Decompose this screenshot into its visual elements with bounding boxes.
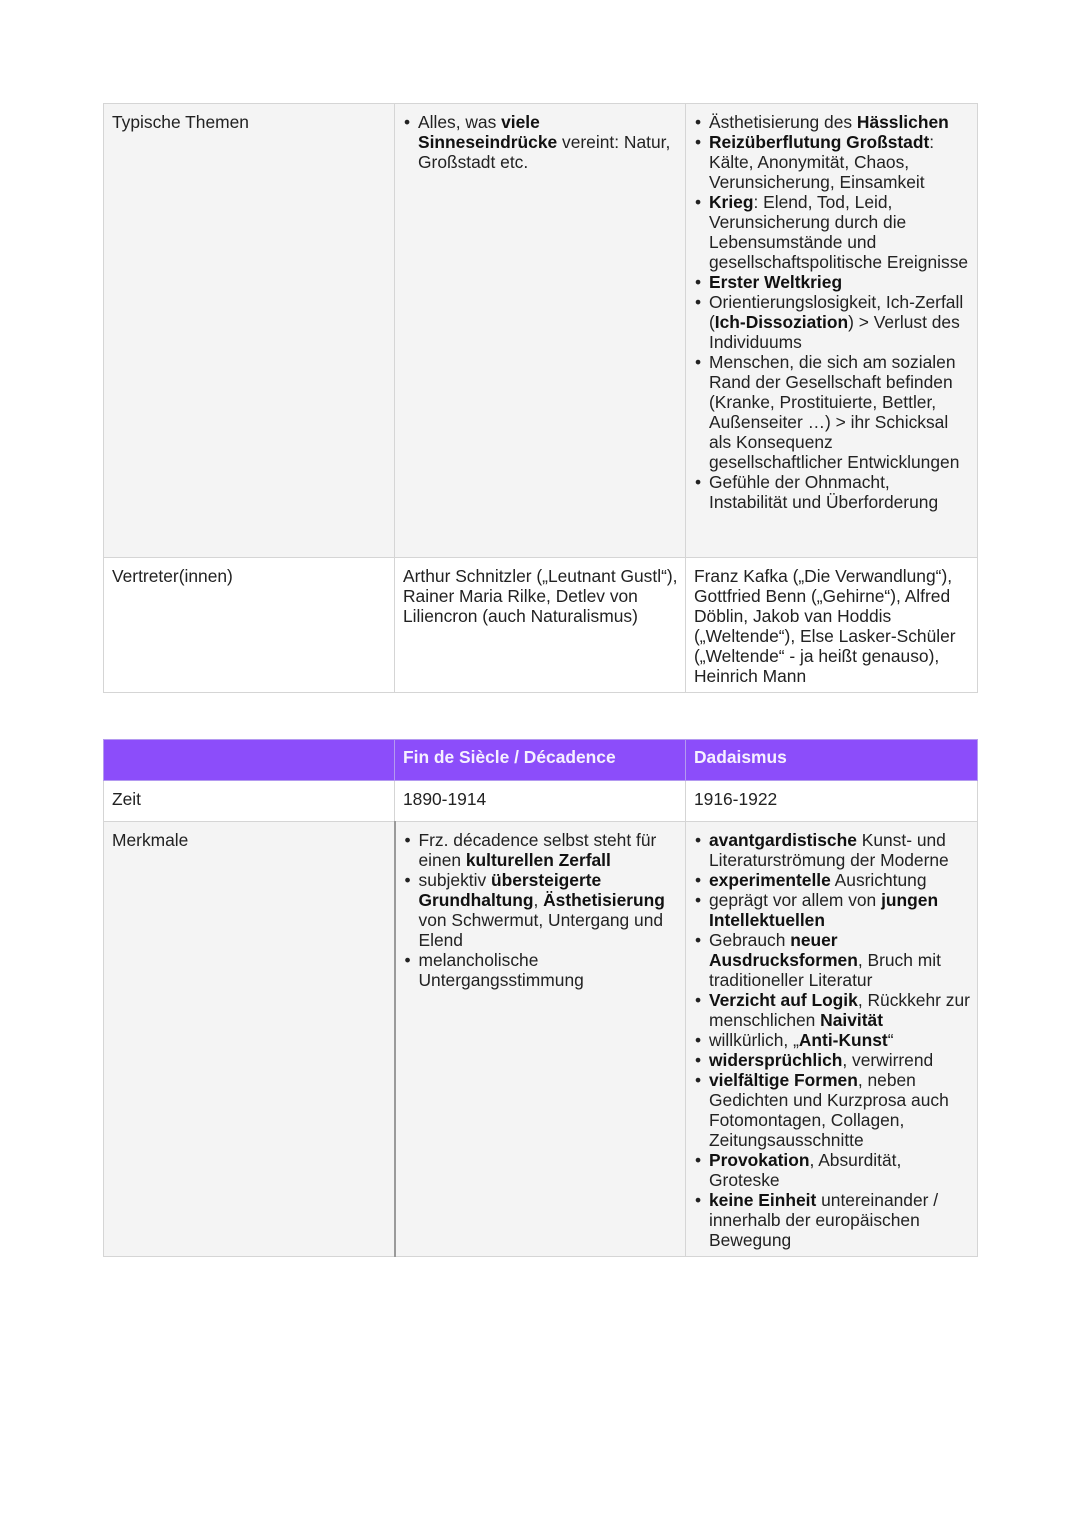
table-row-typische-themen	[104, 104, 978, 558]
list-item: • experimentelle Ausrichtung	[694, 870, 970, 890]
merkmale-fin-de-siecle-list	[404, 830, 679, 990]
comparison-table-fin-de-siecle-dadaismus	[103, 739, 978, 1257]
themen-col3-list	[694, 112, 970, 512]
list-item: • vielfältige Formen, neben Gedichten und Kurzprosa auch Fotomontagen, Collagen, Zeitungsausschnitte	[694, 1070, 970, 1150]
merkmale-fin-de-siecle-cell	[395, 822, 686, 1257]
themen-col2-cell	[395, 104, 686, 558]
list-item: • Erster Weltkrieg	[694, 272, 970, 292]
list-item: • Frz. décadence selbst steht für einen kulturellen Zerfall	[404, 830, 679, 870]
list-item: • Reizüberflutung Großstadt: Kälte, Anonymität, Chaos, Verunsicherung, Einsamkeit	[694, 132, 970, 192]
vertreter-col3-cell: Franz Kafka („Die Verwandlung“), Gottfried Benn („Gehirne“), Alfred Döblin, Jakob van Hoddis („Weltende“), Else Lasker-Schüler („Weltende“ - ja heißt genauso), Heinrich Mann	[686, 558, 978, 693]
table-row-zeit	[104, 781, 978, 822]
list-item: • avantgardistische Kunst- und Literaturströmung der Moderne	[694, 830, 970, 870]
table-row-vertreter	[104, 558, 978, 693]
row-label-vertreter: Vertreter(innen)	[104, 558, 395, 693]
themen-col3-cell	[686, 104, 978, 558]
zeit-fin-de-siecle: 1890-1914	[395, 781, 686, 822]
list-item: • Orientierungslosigkeit, Ich-Zerfall (Ich-Dissoziation) > Verlust des Individuums	[694, 292, 970, 352]
themen-col2-list	[403, 112, 678, 172]
merkmale-dadaismus-cell	[686, 822, 978, 1257]
list-item: • Verzicht auf Logik, Rückkehr zur menschlichen Naivität	[694, 990, 970, 1030]
list-item: • Menschen, die sich am sozialen Rand der Gesellschaft befinden (Kranke, Prostituierte, Bettler, Außenseiter …) > ihr Schicksal als Konsequenz gesellschaftlicher Entwicklungen	[694, 352, 970, 472]
table-row-merkmale	[104, 822, 978, 1257]
list-item: • Gefühle der Ohnmacht, Instabilität und Überforderung	[694, 472, 970, 512]
zeit-dadaismus: 1916-1922	[686, 781, 978, 822]
list-item: • Krieg: Elend, Tod, Leid, Verunsicherung durch die Lebensumstände und gesellschaftspolitische Ereignisse	[694, 192, 970, 272]
merkmale-dadaismus-list	[694, 830, 970, 1250]
list-item: • widersprüchlich, verwirrend	[694, 1050, 970, 1070]
row-label-zeit: Zeit	[104, 781, 395, 822]
row-label-typische-themen: Typische Themen	[104, 104, 395, 558]
list-item: • Ästhetisierung des Hässlichen	[694, 112, 970, 132]
list-item: • Gebrauch neuer Ausdrucksformen, Bruch mit traditioneller Literatur	[694, 930, 970, 990]
vertreter-col2-cell: Arthur Schnitzler („Leutnant Gustl“), Rainer Maria Rilke, Detlev von Liliencron (auch Naturalismus)	[395, 558, 686, 693]
list-item: • keine Einheit untereinander / innerhalb der europäischen Bewegung	[694, 1190, 970, 1250]
header-fin-de-siecle: Fin de Siècle / Décadence	[395, 740, 686, 781]
list-item: • Alles, was viele Sinneseindrücke vereint: Natur, Großstadt etc.	[403, 112, 678, 172]
comparison-table-expressionism	[103, 103, 978, 693]
list-item: • subjektiv übersteigerte Grundhaltung, Ästhetisierung von Schwermut, Untergang und Elend	[404, 870, 679, 950]
row-label-merkmale: Merkmale	[104, 822, 395, 1257]
list-item: • geprägt vor allem von jungen Intellektuellen	[694, 890, 970, 930]
list-item: • Provokation, Absurdität, Groteske	[694, 1150, 970, 1190]
header-empty-cell	[104, 740, 395, 781]
table-header-row	[104, 740, 978, 781]
header-dadaismus: Dadaismus	[686, 740, 978, 781]
list-item: • melancholische Untergangsstimmung	[404, 950, 679, 990]
list-item: • willkürlich, „Anti-Kunst“	[694, 1030, 970, 1050]
